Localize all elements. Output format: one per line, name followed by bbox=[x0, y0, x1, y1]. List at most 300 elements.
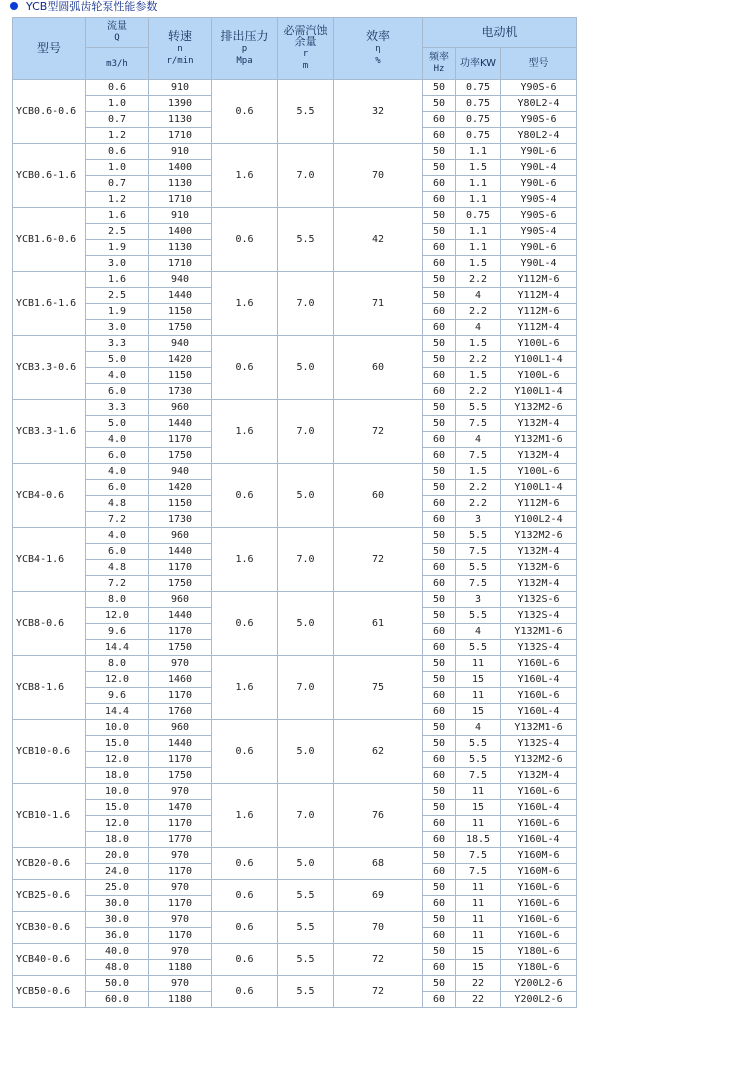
freq-cell: 60 bbox=[423, 240, 456, 256]
pressure-cell: 0.6 bbox=[212, 208, 278, 272]
freq-cell: 50 bbox=[423, 224, 456, 240]
freq-cell: 50 bbox=[423, 272, 456, 288]
flow-cell: 3.0 bbox=[86, 320, 149, 336]
pressure-cell: 1.6 bbox=[212, 144, 278, 208]
table-row bbox=[13, 528, 577, 544]
freq-cell: 60 bbox=[423, 112, 456, 128]
freq-cell: 60 bbox=[423, 640, 456, 656]
efficiency-cell: 60 bbox=[334, 464, 423, 528]
freq-cell: 50 bbox=[423, 912, 456, 928]
npsh-cell: 7.0 bbox=[278, 528, 334, 592]
power-cell: 11 bbox=[456, 912, 501, 928]
power-cell: 0.75 bbox=[456, 208, 501, 224]
freq-cell: 50 bbox=[423, 336, 456, 352]
pump-model-cell: YCB4-0.6 bbox=[13, 464, 86, 528]
speed-cell: 1440 bbox=[149, 416, 212, 432]
power-cell: 1.5 bbox=[456, 256, 501, 272]
motor-model-cell: Y90S-4 bbox=[501, 224, 577, 240]
efficiency-cell: 70 bbox=[334, 912, 423, 944]
motor-model-cell: Y132S-4 bbox=[501, 640, 577, 656]
flow-cell: 7.2 bbox=[86, 512, 149, 528]
power-cell: 2.2 bbox=[456, 496, 501, 512]
pressure-cell: 0.6 bbox=[212, 912, 278, 944]
speed-cell: 1750 bbox=[149, 576, 212, 592]
motor-model-cell: Y100L1-4 bbox=[501, 384, 577, 400]
freq-cell: 60 bbox=[423, 560, 456, 576]
power-cell: 7.5 bbox=[456, 544, 501, 560]
speed-cell: 1750 bbox=[149, 448, 212, 464]
motor-model-cell: Y180L-6 bbox=[501, 960, 577, 976]
power-cell: 11 bbox=[456, 784, 501, 800]
motor-model-cell: Y132M-4 bbox=[501, 768, 577, 784]
flow-cell: 10.0 bbox=[86, 720, 149, 736]
motor-model-cell: Y90S-6 bbox=[501, 80, 577, 96]
flow-cell: 0.6 bbox=[86, 144, 149, 160]
motor-model-cell: Y132M1-6 bbox=[501, 624, 577, 640]
speed-cell: 1170 bbox=[149, 928, 212, 944]
flow-cell: 60.0 bbox=[86, 992, 149, 1008]
flow-cell: 12.0 bbox=[86, 752, 149, 768]
page-title: YCB型圆弧齿轮泵性能参数 bbox=[10, 0, 157, 14]
flow-cell: 4.0 bbox=[86, 464, 149, 480]
freq-cell: 60 bbox=[423, 960, 456, 976]
header-power: 功率KW bbox=[456, 48, 501, 80]
speed-cell: 970 bbox=[149, 976, 212, 992]
freq-cell: 50 bbox=[423, 400, 456, 416]
table-row bbox=[13, 144, 577, 160]
table-row bbox=[13, 336, 577, 352]
motor-model-cell: Y90S-4 bbox=[501, 192, 577, 208]
freq-cell: 60 bbox=[423, 368, 456, 384]
speed-cell: 940 bbox=[149, 336, 212, 352]
motor-model-cell: Y180L-6 bbox=[501, 944, 577, 960]
power-cell: 0.75 bbox=[456, 96, 501, 112]
freq-cell: 50 bbox=[423, 480, 456, 496]
freq-cell: 60 bbox=[423, 752, 456, 768]
motor-model-cell: Y160L-6 bbox=[501, 656, 577, 672]
table-row bbox=[13, 272, 577, 288]
flow-cell: 18.0 bbox=[86, 768, 149, 784]
speed-cell: 970 bbox=[149, 848, 212, 864]
speed-cell: 940 bbox=[149, 464, 212, 480]
table-row bbox=[13, 656, 577, 672]
freq-cell: 60 bbox=[423, 432, 456, 448]
power-cell: 7.5 bbox=[456, 864, 501, 880]
efficiency-cell: 68 bbox=[334, 848, 423, 880]
motor-model-cell: Y132M-4 bbox=[501, 448, 577, 464]
freq-cell: 50 bbox=[423, 160, 456, 176]
freq-cell: 50 bbox=[423, 800, 456, 816]
power-cell: 18.5 bbox=[456, 832, 501, 848]
pump-model-cell: YCB40-0.6 bbox=[13, 944, 86, 976]
flow-cell: 2.5 bbox=[86, 224, 149, 240]
motor-model-cell: Y112M-6 bbox=[501, 272, 577, 288]
freq-cell: 60 bbox=[423, 576, 456, 592]
speed-cell: 1750 bbox=[149, 320, 212, 336]
freq-cell: 50 bbox=[423, 880, 456, 896]
flow-cell: 18.0 bbox=[86, 832, 149, 848]
flow-cell: 4.0 bbox=[86, 368, 149, 384]
efficiency-cell: 72 bbox=[334, 528, 423, 592]
flow-cell: 6.0 bbox=[86, 448, 149, 464]
freq-cell: 50 bbox=[423, 464, 456, 480]
freq-cell: 60 bbox=[423, 192, 456, 208]
motor-model-cell: Y112M-4 bbox=[501, 288, 577, 304]
flow-cell: 15.0 bbox=[86, 736, 149, 752]
motor-model-cell: Y132M1-6 bbox=[501, 720, 577, 736]
flow-cell: 8.0 bbox=[86, 592, 149, 608]
flow-cell: 2.5 bbox=[86, 288, 149, 304]
motor-model-cell: Y160L-4 bbox=[501, 800, 577, 816]
power-cell: 11 bbox=[456, 928, 501, 944]
power-cell: 4 bbox=[456, 720, 501, 736]
pump-model-cell: YCB8-0.6 bbox=[13, 592, 86, 656]
power-cell: 1.1 bbox=[456, 192, 501, 208]
pump-model-cell: YCB50-0.6 bbox=[13, 976, 86, 1008]
power-cell: 0.75 bbox=[456, 112, 501, 128]
power-cell: 7.5 bbox=[456, 416, 501, 432]
pump-model-cell: YCB25-0.6 bbox=[13, 880, 86, 912]
pressure-cell: 1.6 bbox=[212, 656, 278, 720]
speed-cell: 1750 bbox=[149, 640, 212, 656]
pump-model-cell: YCB0.6-0.6 bbox=[13, 80, 86, 144]
efficiency-cell: 72 bbox=[334, 976, 423, 1008]
flow-cell: 25.0 bbox=[86, 880, 149, 896]
power-cell: 1.5 bbox=[456, 464, 501, 480]
freq-cell: 50 bbox=[423, 96, 456, 112]
freq-cell: 50 bbox=[423, 208, 456, 224]
flow-cell: 3.3 bbox=[86, 400, 149, 416]
power-cell: 15 bbox=[456, 704, 501, 720]
efficiency-cell: 76 bbox=[334, 784, 423, 848]
power-cell: 3 bbox=[456, 592, 501, 608]
table-row bbox=[13, 80, 577, 96]
header-flow: 流量 Q bbox=[86, 18, 149, 48]
power-cell: 5.5 bbox=[456, 528, 501, 544]
freq-cell: 60 bbox=[423, 512, 456, 528]
motor-model-cell: Y160L-6 bbox=[501, 880, 577, 896]
freq-cell: 50 bbox=[423, 416, 456, 432]
motor-model-cell: Y200L2-6 bbox=[501, 992, 577, 1008]
flow-cell: 0.6 bbox=[86, 80, 149, 96]
motor-model-cell: Y112M-6 bbox=[501, 496, 577, 512]
table-row bbox=[13, 944, 577, 960]
motor-model-cell: Y100L2-4 bbox=[501, 512, 577, 528]
freq-cell: 60 bbox=[423, 384, 456, 400]
speed-cell: 1770 bbox=[149, 832, 212, 848]
freq-cell: 60 bbox=[423, 304, 456, 320]
pump-model-cell: YCB30-0.6 bbox=[13, 912, 86, 944]
freq-cell: 60 bbox=[423, 448, 456, 464]
flow-cell: 24.0 bbox=[86, 864, 149, 880]
flow-cell: 0.7 bbox=[86, 112, 149, 128]
speed-cell: 960 bbox=[149, 720, 212, 736]
npsh-cell: 7.0 bbox=[278, 784, 334, 848]
motor-model-cell: Y160L-4 bbox=[501, 672, 577, 688]
motor-model-cell: Y90L-6 bbox=[501, 240, 577, 256]
power-cell: 15 bbox=[456, 800, 501, 816]
speed-cell: 1170 bbox=[149, 624, 212, 640]
npsh-cell: 7.0 bbox=[278, 272, 334, 336]
power-cell: 22 bbox=[456, 992, 501, 1008]
freq-cell: 50 bbox=[423, 944, 456, 960]
pressure-cell: 1.6 bbox=[212, 784, 278, 848]
efficiency-cell: 32 bbox=[334, 80, 423, 144]
pump-model-cell: YCB3.3-0.6 bbox=[13, 336, 86, 400]
motor-model-cell: Y90S-6 bbox=[501, 112, 577, 128]
performance-table bbox=[12, 17, 577, 1008]
speed-cell: 1180 bbox=[149, 960, 212, 976]
freq-cell: 60 bbox=[423, 624, 456, 640]
bullet-icon bbox=[10, 2, 18, 10]
flow-cell: 1.2 bbox=[86, 128, 149, 144]
npsh-cell: 5.0 bbox=[278, 336, 334, 400]
header-efficiency: 效率 η % bbox=[334, 18, 423, 80]
flow-cell: 30.0 bbox=[86, 896, 149, 912]
efficiency-cell: 61 bbox=[334, 592, 423, 656]
motor-model-cell: Y160L-6 bbox=[501, 912, 577, 928]
freq-cell: 50 bbox=[423, 672, 456, 688]
pressure-cell: 0.6 bbox=[212, 464, 278, 528]
flow-cell: 50.0 bbox=[86, 976, 149, 992]
power-cell: 2.2 bbox=[456, 352, 501, 368]
flow-cell: 4.0 bbox=[86, 432, 149, 448]
flow-cell: 12.0 bbox=[86, 816, 149, 832]
power-cell: 7.5 bbox=[456, 848, 501, 864]
freq-cell: 50 bbox=[423, 976, 456, 992]
speed-cell: 970 bbox=[149, 784, 212, 800]
motor-model-cell: Y160M-6 bbox=[501, 864, 577, 880]
motor-model-cell: Y100L-6 bbox=[501, 368, 577, 384]
motor-model-cell: Y80L2-4 bbox=[501, 96, 577, 112]
table-row bbox=[13, 848, 577, 864]
motor-model-cell: Y132M2-6 bbox=[501, 400, 577, 416]
power-cell: 3 bbox=[456, 512, 501, 528]
speed-cell: 1400 bbox=[149, 224, 212, 240]
power-cell: 22 bbox=[456, 976, 501, 992]
power-cell: 5.5 bbox=[456, 640, 501, 656]
motor-model-cell: Y132S-4 bbox=[501, 736, 577, 752]
pump-model-cell: YCB8-1.6 bbox=[13, 656, 86, 720]
speed-cell: 1150 bbox=[149, 496, 212, 512]
power-cell: 4 bbox=[456, 288, 501, 304]
power-cell: 1.5 bbox=[456, 336, 501, 352]
table-row bbox=[13, 592, 577, 608]
motor-model-cell: Y112M-6 bbox=[501, 304, 577, 320]
power-cell: 11 bbox=[456, 896, 501, 912]
flow-cell: 7.2 bbox=[86, 576, 149, 592]
npsh-cell: 5.5 bbox=[278, 976, 334, 1008]
freq-cell: 60 bbox=[423, 704, 456, 720]
flow-cell: 5.0 bbox=[86, 416, 149, 432]
speed-cell: 1420 bbox=[149, 480, 212, 496]
flow-cell: 4.8 bbox=[86, 560, 149, 576]
freq-cell: 50 bbox=[423, 80, 456, 96]
motor-model-cell: Y90L-6 bbox=[501, 144, 577, 160]
motor-model-cell: Y80L2-4 bbox=[501, 128, 577, 144]
efficiency-cell: 70 bbox=[334, 144, 423, 208]
pump-model-cell: YCB10-0.6 bbox=[13, 720, 86, 784]
flow-cell: 48.0 bbox=[86, 960, 149, 976]
freq-cell: 50 bbox=[423, 784, 456, 800]
flow-cell: 1.0 bbox=[86, 160, 149, 176]
power-cell: 11 bbox=[456, 816, 501, 832]
motor-model-cell: Y90L-6 bbox=[501, 176, 577, 192]
flow-cell: 36.0 bbox=[86, 928, 149, 944]
flow-cell: 9.6 bbox=[86, 688, 149, 704]
freq-cell: 60 bbox=[423, 128, 456, 144]
flow-cell: 1.0 bbox=[86, 96, 149, 112]
speed-cell: 960 bbox=[149, 592, 212, 608]
flow-cell: 12.0 bbox=[86, 672, 149, 688]
freq-cell: 50 bbox=[423, 144, 456, 160]
freq-cell: 60 bbox=[423, 992, 456, 1008]
pressure-cell: 1.6 bbox=[212, 272, 278, 336]
motor-model-cell: Y132M-4 bbox=[501, 416, 577, 432]
power-cell: 1.5 bbox=[456, 368, 501, 384]
npsh-cell: 7.0 bbox=[278, 656, 334, 720]
flow-cell: 1.6 bbox=[86, 272, 149, 288]
speed-cell: 1760 bbox=[149, 704, 212, 720]
power-cell: 7.5 bbox=[456, 448, 501, 464]
pump-model-cell: YCB3.3-1.6 bbox=[13, 400, 86, 464]
speed-cell: 1470 bbox=[149, 800, 212, 816]
freq-cell: 50 bbox=[423, 720, 456, 736]
speed-cell: 1150 bbox=[149, 368, 212, 384]
freq-cell: 50 bbox=[423, 736, 456, 752]
speed-cell: 960 bbox=[149, 400, 212, 416]
speed-cell: 1130 bbox=[149, 240, 212, 256]
power-cell: 1.1 bbox=[456, 224, 501, 240]
pressure-cell: 0.6 bbox=[212, 80, 278, 144]
pressure-cell: 0.6 bbox=[212, 720, 278, 784]
power-cell: 5.5 bbox=[456, 608, 501, 624]
flow-cell: 1.9 bbox=[86, 240, 149, 256]
speed-cell: 970 bbox=[149, 944, 212, 960]
motor-model-cell: Y132M2-6 bbox=[501, 528, 577, 544]
freq-cell: 50 bbox=[423, 528, 456, 544]
power-cell: 15 bbox=[456, 960, 501, 976]
motor-model-cell: Y160L-6 bbox=[501, 784, 577, 800]
speed-cell: 970 bbox=[149, 912, 212, 928]
flow-cell: 14.4 bbox=[86, 704, 149, 720]
motor-model-cell: Y160L-6 bbox=[501, 928, 577, 944]
motor-model-cell: Y132M-4 bbox=[501, 544, 577, 560]
pressure-cell: 0.6 bbox=[212, 944, 278, 976]
efficiency-cell: 75 bbox=[334, 656, 423, 720]
motor-model-cell: Y132S-4 bbox=[501, 608, 577, 624]
pressure-cell: 0.6 bbox=[212, 592, 278, 656]
power-cell: 0.75 bbox=[456, 80, 501, 96]
header-pressure: 排出压力 p Mpa bbox=[212, 18, 278, 80]
npsh-cell: 5.5 bbox=[278, 80, 334, 144]
power-cell: 1.1 bbox=[456, 240, 501, 256]
speed-cell: 1180 bbox=[149, 992, 212, 1008]
flow-cell: 6.0 bbox=[86, 384, 149, 400]
flow-cell: 12.0 bbox=[86, 608, 149, 624]
speed-cell: 910 bbox=[149, 80, 212, 96]
freq-cell: 50 bbox=[423, 608, 456, 624]
power-cell: 2.2 bbox=[456, 272, 501, 288]
flow-cell: 8.0 bbox=[86, 656, 149, 672]
power-cell: 5.5 bbox=[456, 400, 501, 416]
npsh-cell: 5.0 bbox=[278, 592, 334, 656]
pump-model-cell: YCB10-1.6 bbox=[13, 784, 86, 848]
pressure-cell: 0.6 bbox=[212, 880, 278, 912]
freq-cell: 60 bbox=[423, 320, 456, 336]
speed-cell: 1440 bbox=[149, 608, 212, 624]
efficiency-cell: 42 bbox=[334, 208, 423, 272]
speed-cell: 1420 bbox=[149, 352, 212, 368]
freq-cell: 50 bbox=[423, 656, 456, 672]
speed-cell: 1170 bbox=[149, 864, 212, 880]
speed-cell: 1170 bbox=[149, 432, 212, 448]
speed-cell: 1460 bbox=[149, 672, 212, 688]
motor-model-cell: Y112M-4 bbox=[501, 320, 577, 336]
speed-cell: 1150 bbox=[149, 304, 212, 320]
freq-cell: 60 bbox=[423, 896, 456, 912]
power-cell: 15 bbox=[456, 944, 501, 960]
speed-cell: 1170 bbox=[149, 752, 212, 768]
flow-cell: 10.0 bbox=[86, 784, 149, 800]
flow-cell: 1.6 bbox=[86, 208, 149, 224]
motor-model-cell: Y90S-6 bbox=[501, 208, 577, 224]
speed-cell: 960 bbox=[149, 528, 212, 544]
motor-model-cell: Y132M2-6 bbox=[501, 752, 577, 768]
header-model: 型号 bbox=[13, 18, 86, 80]
npsh-cell: 5.0 bbox=[278, 464, 334, 528]
power-cell: 1.5 bbox=[456, 160, 501, 176]
speed-cell: 1710 bbox=[149, 192, 212, 208]
pressure-cell: 0.6 bbox=[212, 848, 278, 880]
table-row bbox=[13, 208, 577, 224]
speed-cell: 1390 bbox=[149, 96, 212, 112]
speed-cell: 1730 bbox=[149, 512, 212, 528]
freq-cell: 60 bbox=[423, 256, 456, 272]
flow-cell: 3.0 bbox=[86, 256, 149, 272]
speed-cell: 940 bbox=[149, 272, 212, 288]
motor-model-cell: Y90L-4 bbox=[501, 256, 577, 272]
pressure-cell: 0.6 bbox=[212, 336, 278, 400]
flow-cell: 1.2 bbox=[86, 192, 149, 208]
motor-model-cell: Y160L-4 bbox=[501, 704, 577, 720]
power-cell: 11 bbox=[456, 688, 501, 704]
speed-cell: 1730 bbox=[149, 384, 212, 400]
motor-model-cell: Y90L-4 bbox=[501, 160, 577, 176]
power-cell: 4 bbox=[456, 624, 501, 640]
power-cell: 11 bbox=[456, 880, 501, 896]
pressure-cell: 1.6 bbox=[212, 528, 278, 592]
motor-model-cell: Y160L-6 bbox=[501, 896, 577, 912]
flow-cell: 5.0 bbox=[86, 352, 149, 368]
pump-model-cell: YCB20-0.6 bbox=[13, 848, 86, 880]
speed-cell: 1400 bbox=[149, 160, 212, 176]
speed-cell: 970 bbox=[149, 880, 212, 896]
freq-cell: 60 bbox=[423, 688, 456, 704]
freq-cell: 60 bbox=[423, 816, 456, 832]
motor-model-cell: Y132M-6 bbox=[501, 560, 577, 576]
power-cell: 0.75 bbox=[456, 128, 501, 144]
npsh-cell: 5.0 bbox=[278, 848, 334, 880]
speed-cell: 1130 bbox=[149, 176, 212, 192]
table-row bbox=[13, 464, 577, 480]
motor-model-cell: Y100L1-4 bbox=[501, 352, 577, 368]
flow-cell: 15.0 bbox=[86, 800, 149, 816]
speed-cell: 1170 bbox=[149, 896, 212, 912]
speed-cell: 910 bbox=[149, 208, 212, 224]
power-cell: 1.1 bbox=[456, 176, 501, 192]
motor-model-cell: Y132S-6 bbox=[501, 592, 577, 608]
